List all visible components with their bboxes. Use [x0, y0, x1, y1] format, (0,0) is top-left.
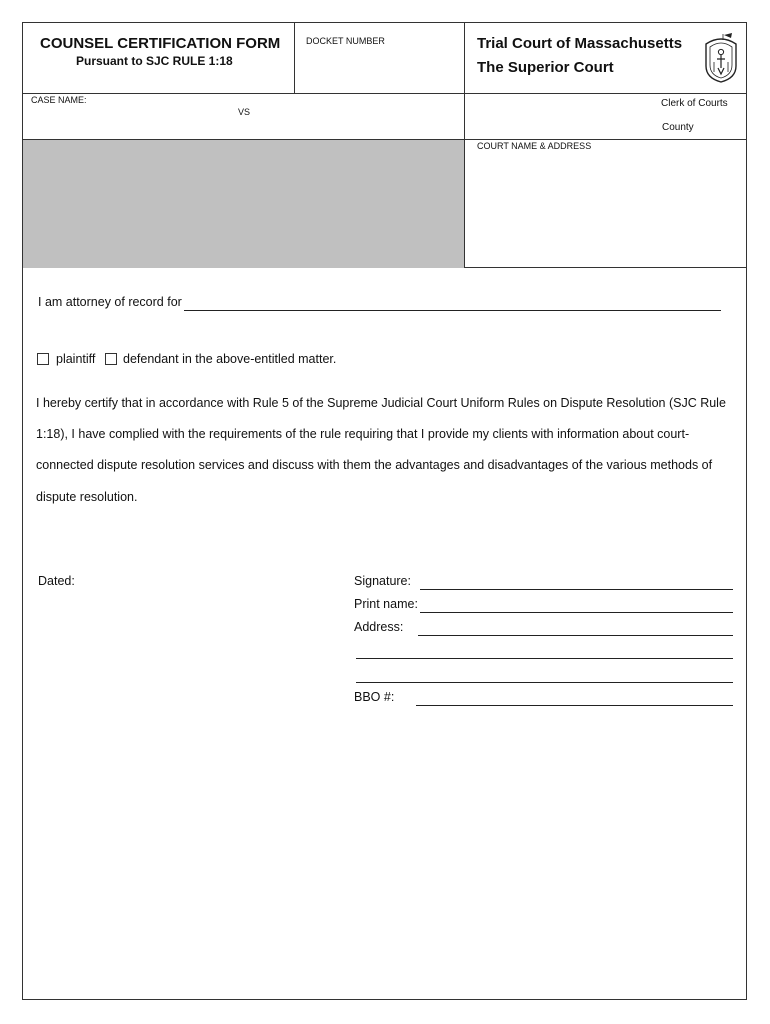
defendant-label: defendant in the above-entitled matter. — [123, 352, 337, 366]
court-name-address-field[interactable] — [466, 152, 746, 266]
certification-text-line-2: 1:18), I have complied with the requirements of the rule requiring that I provide my clients with information about court- — [36, 427, 690, 441]
address-label: Address: — [354, 620, 404, 634]
print-name-field[interactable] — [420, 612, 733, 613]
address-field-line-3[interactable] — [356, 682, 733, 683]
certification-text-line-4: dispute resolution. — [36, 490, 138, 504]
court-title: Trial Court of Massachusetts — [477, 35, 683, 52]
address-field-line-1[interactable] — [418, 635, 733, 636]
bbo-number-field[interactable] — [416, 705, 733, 706]
form-subtitle: Pursuant to SJC RULE 1:18 — [76, 54, 233, 68]
defendant-checkbox[interactable] — [105, 353, 117, 365]
massachusetts-seal-icon — [702, 32, 740, 84]
attorney-label: I am attorney of record for — [38, 295, 182, 309]
plaintiff-label: plaintiff — [56, 352, 96, 366]
address-field-line-2[interactable] — [356, 658, 733, 659]
clerk-of-courts-label: Clerk of Courts — [661, 98, 728, 109]
court-name-address-label: COURT NAME & ADDRESS — [477, 141, 592, 151]
certification-text-line-3: connected dispute resolution services and discuss with them the advantages and disadvantages of the various methods of — [36, 458, 713, 472]
docket-number-label: DOCKET NUMBER — [306, 36, 385, 46]
print-name-label: Print name: — [354, 597, 418, 611]
signature-label: Signature: — [354, 574, 411, 588]
attorney-for-field[interactable] — [184, 310, 721, 311]
form-title: COUNSEL CERTIFICATION FORM — [40, 35, 281, 52]
header-divider — [22, 93, 747, 94]
docket-number-field[interactable] — [296, 48, 462, 92]
dated-label: Dated: — [38, 574, 75, 588]
dated-field[interactable] — [80, 572, 300, 590]
signature-field[interactable] — [420, 589, 733, 590]
bbo-number-label: BBO #: — [354, 690, 395, 704]
shaded-block — [23, 140, 464, 268]
court-divider — [464, 22, 465, 267]
certification-text-line-1: I hereby certify that in accordance with Rule 5 of the Supreme Judicial Court Uniform Rules on Dispute Resolution (SJC Rule — [36, 396, 726, 410]
county-label: County — [662, 122, 694, 133]
docket-divider — [294, 22, 295, 93]
plaintiff-checkbox[interactable] — [37, 353, 49, 365]
court-subtitle: The Superior Court — [477, 59, 614, 76]
vs-label: VS — [238, 107, 251, 117]
case-name-label: CASE NAME: — [31, 95, 87, 105]
